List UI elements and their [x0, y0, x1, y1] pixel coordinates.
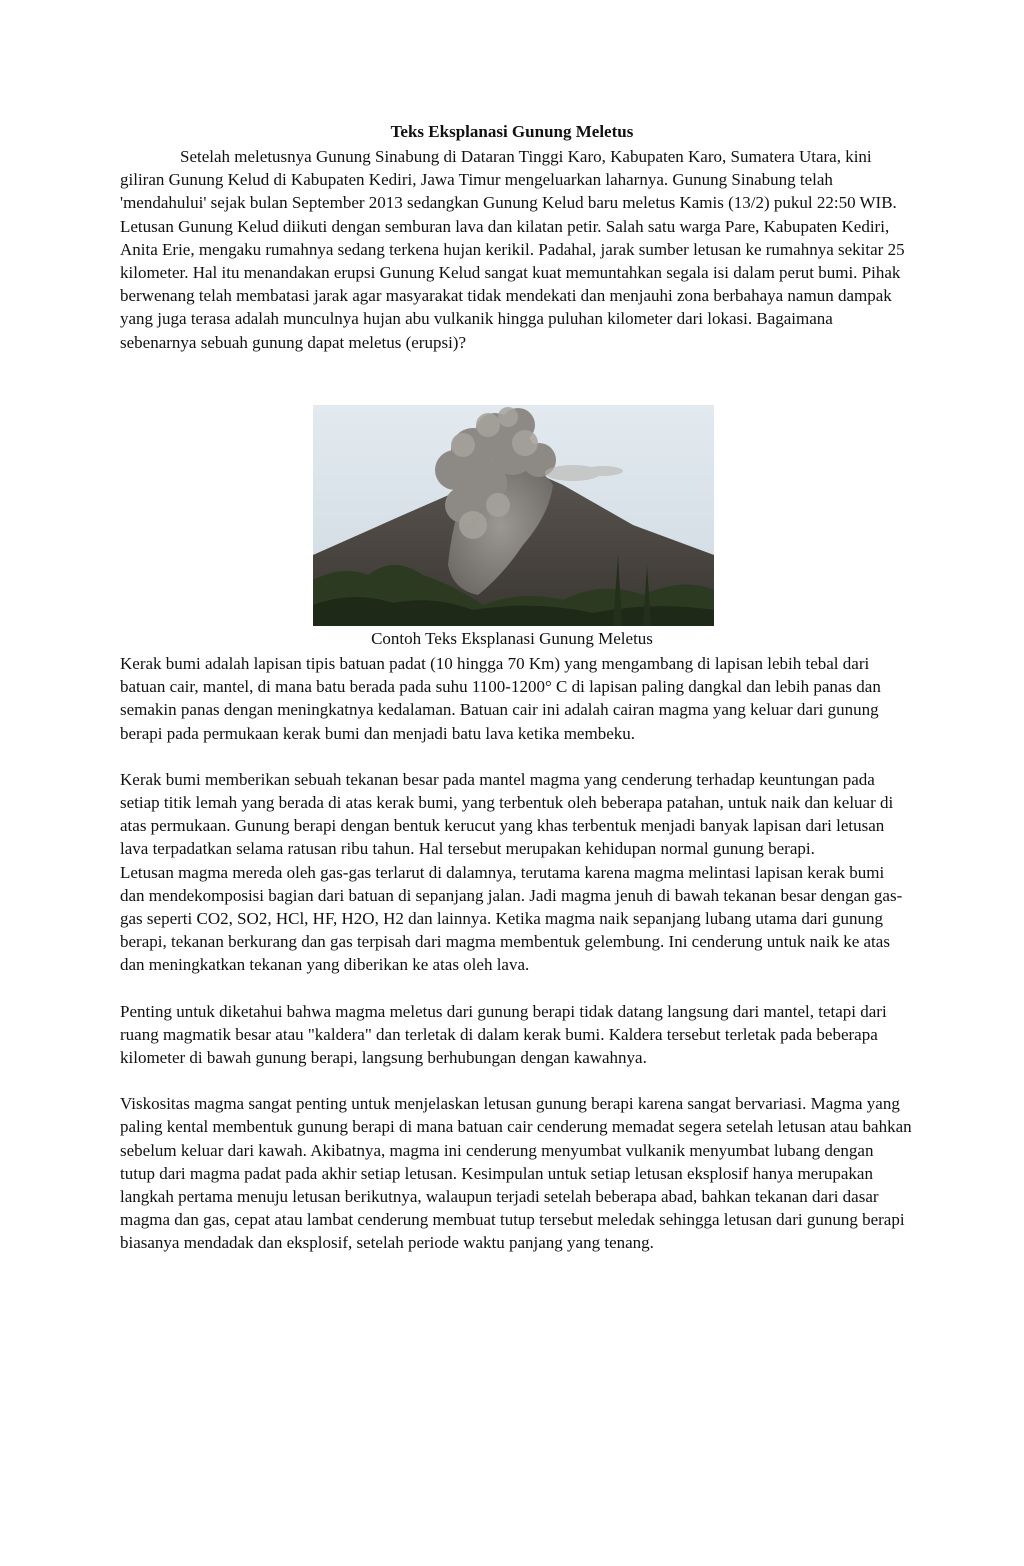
volcano-eruption-photo	[313, 405, 714, 626]
figure-caption: Contoh Teks Eksplanasi Gunung Meletus	[371, 629, 653, 648]
intro-paragraph: Setelah meletusnya Gunung Sinabung di Dataran Tinggi Karo, Kabupaten Karo, Sumatera Utara, kini giliran Gunung Kelud di Kabupaten Kediri, Jawa Timur mengeluarkan laharnya. Gunung Sinabung telah 'mendahului' sejak bulan September 2013 sedangkan Gunung Kelud baru meletus Kamis (13/2) pukul 22:50 WIB. Letusan Gunung Kelud diikuti dengan semburan lava dan kilatan petir. Salah satu warga Pare, Kabupaten Kediri, Anita Erie, mengaku rumahnya sedang terkena hujan kerikil. Padahal, jarak sumber letusan ke rumahnya sekitar 25 kilometer. Hal itu menandakan erupsi Gunung Kelud sangat kuat memuntahkan segala isi dalam perut bumi. Pihak berwenang telah membatasi jarak agar masyarakat tidak mendekati dan menjauhi zona berbahaya namun dampak yang juga terasa adalah munculnya hujan abu vulkanik hingga puluhan kilometer dari lokasi. Bagaimana sebenarnya sebuah gunung dapat meletus (erupsi)?	[120, 147, 905, 352]
body-paragraph: Kerak bumi adalah lapisan tipis batuan padat (10 hingga 70 Km) yang mengambang di lapisan lebih tebal dari batuan cair, mantel, di mana batu berada pada suhu 1100-1200° C di lapisan paling dangkal dan lebih panas dan semakin panas dengan meningkatnya kedalaman. Batuan cair ini adalah cairan magma yang keluar dari gunung berapi pada permukaan kerak bumi dan menjadi batu lava ketika membeku.	[120, 654, 881, 743]
body-paragraph: Kerak bumi memberikan sebuah tekanan besar pada mantel magma yang cenderung terhadap keuntungan pada setiap titik lemah yang berada di atas kerak bumi, yang terbentuk oleh beberapa patahan, untuk naik dan keluar di atas permukaan. Gunung berapi dengan bentuk kerucut yang khas terbentuk menjadi banyak lapisan dari letusan lava terpadatkan selama ratusan ribu tahun. Hal tersebut merupakan kehidupan normal gunung berapi.	[120, 769, 894, 859]
body-paragraph: Viskositas magma sangat penting untuk menjelaskan letusan gunung berapi karena sangat bervariasi. Magma yang paling kental membentuk gunung berapi di mana batuan cair cenderung memadat segera setelah letusan atau bahkan sebelum keluar dari kawah. Akibatnya, magma ini cenderung menyumbat vulkanik menyumbat lubang dengan tutup dari magma padat pada akhir setiap letusan. Kesimpulan untuk setiap letusan eksplosif hanya merupakan langkah pertama menuju letusan berikutnya, walaupun terjadi setelah beberapa abad, bahkan tekanan dari dasar magma dan gas, cepat atau lambat cenderung membuat tutup tersebut meledak sehingga letusan dari gunung berapi biasanya mendadak dan eksplosif, setelah periode waktu panjang yang tenang.	[120, 1094, 912, 1253]
body-text	[120, 652, 912, 1255]
body-paragraph: Penting untuk diketahui bahwa magma meletus dari gunung berapi tidak datang langsung dari mantel, tetapi dari ruang magmatik besar atau "kaldera" dan terletak di dalam kerak bumi. Kaldera tersebut terletak pada beberapa kilometer di bawah gunung berapi, langsung berhubungan dengan kawahnya.	[120, 1001, 887, 1068]
document-title: Teks Eksplanasi Gunung Meletus	[390, 122, 634, 141]
body-paragraph: Letusan magma mereda oleh gas-gas terlarut di dalamnya, terutama karena magma melintasi lapisan kerak bumi dan mendekomposisi bagian dari batuan di sepanjang jalan. Jadi magma jenuh di bawah tekanan besar dengan gas-gas seperti CO2, SO2, HCl, HF, H2O, H2 dan lainnya. Ketika magma naik sepanjang lubang utama dari gunung berapi, tekanan berkurang dan gas terpisah dari magma membentuk gelembung. Ini cenderung untuk naik ke atas dan meningkatkan tekanan yang diberikan ke atas oleh lava.	[120, 862, 903, 975]
